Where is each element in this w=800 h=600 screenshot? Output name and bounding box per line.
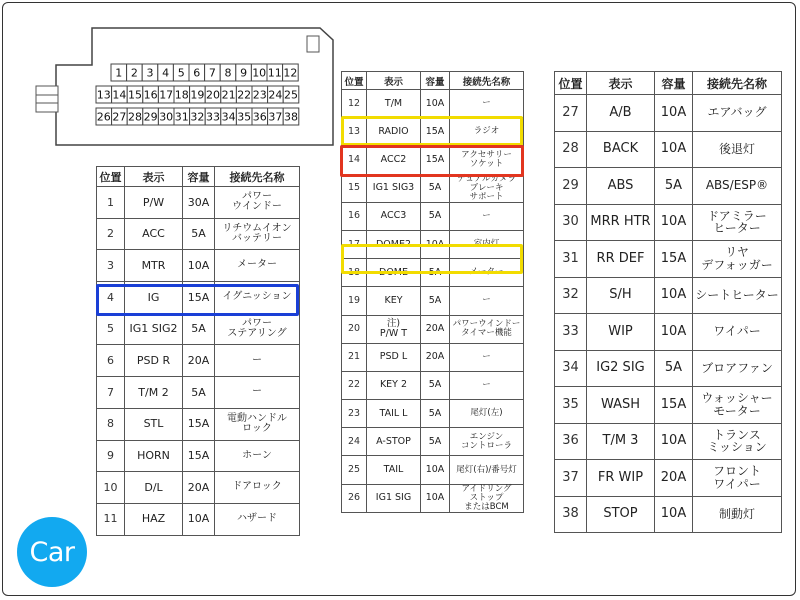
capacity-cell: 20A: [421, 315, 450, 343]
capacity-cell: 5A: [421, 259, 450, 287]
fuse-row: [555, 314, 782, 351]
capacity-cell: 10A: [183, 503, 215, 535]
fuse-row: [97, 282, 300, 314]
pos-cell: 17: [342, 230, 367, 258]
pos-cell: 8: [97, 408, 125, 440]
fuse-slot-label: 29: [143, 110, 158, 124]
circuit-name-cell: アクセサリー ソケット: [450, 146, 524, 174]
fuse-slot-label: 33: [206, 110, 220, 124]
fuse-slot-label: 8: [224, 66, 232, 80]
label-cell: BACK: [587, 131, 655, 168]
fuse-row: [97, 377, 300, 409]
capacity-cell: 5A: [183, 313, 215, 345]
capacity-cell: 20A: [655, 460, 693, 497]
label-cell: IG1 SIG2: [125, 313, 183, 345]
pos-cell: 13: [342, 118, 367, 146]
label-cell: IG: [125, 282, 183, 314]
capacity-cell: 15A: [183, 408, 215, 440]
label-cell: MRR HTR: [587, 204, 655, 241]
pos-cell: 32: [555, 277, 587, 314]
fuse-slot-label: 18: [174, 88, 189, 102]
fuse-row: [97, 313, 300, 345]
label-cell: TAIL: [367, 456, 421, 484]
pos-cell: 20: [342, 315, 367, 343]
fuse-row: [342, 259, 524, 287]
fuse-row: [97, 440, 300, 472]
circuit-name-cell: トランス ミッション: [693, 423, 782, 460]
fuse-slot-label: 36: [252, 110, 267, 124]
fuse-row: [342, 343, 524, 371]
capacity-cell: 20A: [183, 472, 215, 504]
label-cell: IG1 SIG3: [367, 174, 421, 202]
label-cell: FR WIP: [587, 460, 655, 497]
circuit-name-cell: ー: [450, 371, 524, 399]
capacity-cell: 5A: [421, 371, 450, 399]
fuse-slot-label: 30: [159, 110, 174, 124]
label-cell: RADIO: [367, 118, 421, 146]
fuse-cells: [96, 64, 299, 125]
pos-cell: 38: [555, 496, 587, 533]
label-cell: P/W: [125, 187, 183, 219]
capacity-cell: 15A: [421, 118, 450, 146]
circuit-name-cell: 尾灯(右)/番号灯: [450, 456, 524, 484]
fuse-row: [555, 387, 782, 424]
table-header: [97, 167, 300, 187]
fuse-slot-label: 4: [162, 66, 170, 80]
pos-cell: 22: [342, 371, 367, 399]
capacity-cell: 5A: [421, 202, 450, 230]
fuse-row: [342, 428, 524, 456]
fuse-slot-label: 38: [284, 110, 298, 124]
fuse-row: [342, 315, 524, 343]
fuse-slot-label: 31: [174, 110, 189, 124]
fuse-row: [555, 423, 782, 460]
fuse-slot-label: 35: [237, 110, 252, 124]
label-cell: DOME2: [367, 230, 421, 258]
fuse-slot-label: 6: [193, 66, 201, 80]
fuse-row: [555, 496, 782, 533]
fuse-row: [555, 95, 782, 132]
circuit-name-cell: エンジン コントローラ: [450, 428, 524, 456]
label-cell: RR DEF: [587, 241, 655, 278]
fuse-row: [97, 408, 300, 440]
label-cell: T/M: [367, 90, 421, 118]
capacity-cell: 10A: [655, 277, 693, 314]
capacity-cell: 10A: [655, 496, 693, 533]
header-pos: 位置: [97, 167, 125, 187]
header-name: 接続先名称: [450, 72, 524, 90]
table-header: [555, 72, 782, 95]
header-name: 接続先名称: [693, 72, 782, 95]
pos-cell: 37: [555, 460, 587, 497]
fuse-slot-label: 13: [96, 88, 111, 102]
fuse-row: [342, 202, 524, 230]
label-cell: PSD L: [367, 343, 421, 371]
pos-cell: 31: [555, 241, 587, 278]
label-cell: T/M 3: [587, 423, 655, 460]
capacity-cell: 30A: [183, 187, 215, 219]
label-cell: A-STOP: [367, 428, 421, 456]
circuit-name-cell: ー: [450, 90, 524, 118]
fuse-slot-label: 23: [252, 88, 267, 102]
label-cell: A/B: [587, 95, 655, 132]
header-pos: 位置: [555, 72, 587, 95]
pos-cell: 29: [555, 168, 587, 205]
header-cap: 容量: [183, 167, 215, 187]
label-cell: HAZ: [125, 503, 183, 535]
circuit-name-cell: フロント ワイパー: [693, 460, 782, 497]
fuse-slot-label: 14: [112, 88, 127, 102]
fuse-slot-label: 5: [177, 66, 185, 80]
capacity-cell: 5A: [421, 400, 450, 428]
fuse-row: [97, 187, 300, 219]
circuit-name-cell: ブロアファン: [693, 350, 782, 387]
capacity-cell: 10A: [655, 95, 693, 132]
label-cell: T/M 2: [125, 377, 183, 409]
pos-cell: 19: [342, 287, 367, 315]
pos-cell: 14: [342, 146, 367, 174]
label-cell: PSD R: [125, 345, 183, 377]
fuse-slot-label: 7: [208, 66, 216, 80]
label-cell: WASH: [587, 387, 655, 424]
capacity-cell: 5A: [421, 428, 450, 456]
capacity-cell: 20A: [183, 345, 215, 377]
fuse-slot-label: 22: [237, 88, 252, 102]
pos-cell: 1: [97, 187, 125, 219]
pos-cell: 16: [342, 202, 367, 230]
capacity-cell: 5A: [183, 218, 215, 250]
header-label: 表示: [587, 72, 655, 95]
car-logo: [17, 517, 87, 587]
pos-cell: 18: [342, 259, 367, 287]
fuse-slot-label: 21: [221, 88, 236, 102]
circuit-name-cell: ー: [450, 343, 524, 371]
pos-cell: 24: [342, 428, 367, 456]
pos-cell: 2: [97, 218, 125, 250]
fuse-slot-label: 27: [112, 110, 127, 124]
label-cell: ABS: [587, 168, 655, 205]
pos-cell: 35: [555, 387, 587, 424]
pos-cell: 25: [342, 456, 367, 484]
fuse-slot-label: 1: [115, 66, 123, 80]
fuse-row: [555, 460, 782, 497]
pos-cell: 34: [555, 350, 587, 387]
fuse-slot-label: 37: [268, 110, 283, 124]
fuse-slot-label: 32: [190, 110, 205, 124]
circuit-name-cell: ラジオ: [450, 118, 524, 146]
pos-cell: 4: [97, 282, 125, 314]
fuse-row: [342, 118, 524, 146]
capacity-cell: 20A: [421, 343, 450, 371]
fuse-row: [97, 503, 300, 535]
circuit-name-cell: ー: [450, 202, 524, 230]
circuit-name-cell: パワー ウインドー: [215, 187, 300, 219]
capacity-cell: 5A: [655, 350, 693, 387]
fuse-box-diagram: [0, 0, 340, 160]
fuse-table-2: [341, 71, 524, 513]
pos-cell: 5: [97, 313, 125, 345]
pos-cell: 33: [555, 314, 587, 351]
fuse-slot-label: 15: [128, 88, 142, 102]
circuit-name-cell: ABS/ESP®: [693, 168, 782, 205]
capacity-cell: 10A: [421, 484, 450, 512]
label-cell: KEY 2: [367, 371, 421, 399]
fuse-slot-label: 11: [267, 66, 282, 80]
fuse-row: [97, 472, 300, 504]
fuse-slot-label: 19: [190, 88, 205, 102]
circuit-name-cell: メーター: [215, 250, 300, 282]
circuit-name-cell: リヤ デフォッガー: [693, 241, 782, 278]
fuse-slot-label: 24: [268, 88, 283, 102]
fuse-slot-label: 3: [146, 66, 154, 80]
capacity-cell: 10A: [655, 131, 693, 168]
circuit-name-cell: イグニッション: [215, 282, 300, 314]
circuit-name-cell: ー: [215, 377, 300, 409]
fuse-slot-label: 12: [283, 66, 298, 80]
header-pos: 位置: [342, 72, 367, 90]
circuit-name-cell: パワー ステアリング: [215, 313, 300, 345]
pos-cell: 6: [97, 345, 125, 377]
label-cell: ACC3: [367, 202, 421, 230]
fuse-row: [555, 241, 782, 278]
circuit-name-cell: ー: [215, 345, 300, 377]
fuse-row: [342, 456, 524, 484]
fuse-row: [342, 287, 524, 315]
capacity-cell: 10A: [183, 250, 215, 282]
capacity-cell: 5A: [183, 377, 215, 409]
capacity-cell: 10A: [655, 423, 693, 460]
fuse-row: [555, 168, 782, 205]
capacity-cell: 10A: [655, 204, 693, 241]
pos-cell: 23: [342, 400, 367, 428]
fuse-row: [555, 131, 782, 168]
fuse-row: [342, 371, 524, 399]
fuse-slot-label: 25: [284, 88, 298, 102]
header-cap: 容量: [421, 72, 450, 90]
label-cell: MTR: [125, 250, 183, 282]
fuse-slot-label: 2: [130, 66, 138, 80]
header-cap: 容量: [655, 72, 693, 95]
fuse-slot-label: 26: [96, 110, 111, 124]
fuse-row: [555, 204, 782, 241]
fuse-slot-label: 10: [252, 66, 267, 80]
label-cell: WIP: [587, 314, 655, 351]
label-cell: HORN: [125, 440, 183, 472]
fuse-slot-label: 20: [206, 88, 220, 102]
label-cell: IG1 SIG: [367, 484, 421, 512]
fuse-table-3: [554, 71, 782, 533]
fuse-row: [97, 250, 300, 282]
circuit-name-cell: ドアロック: [215, 472, 300, 504]
fuse-slot-label: 9: [240, 66, 248, 80]
fuse-row: [555, 277, 782, 314]
fuse-row: [342, 174, 524, 202]
pos-cell: 21: [342, 343, 367, 371]
circuit-name-cell: 制動灯: [693, 496, 782, 533]
capacity-cell: 10A: [655, 314, 693, 351]
label-cell: STL: [125, 408, 183, 440]
label-cell: D/L: [125, 472, 183, 504]
circuit-name-cell: シートヒーター: [693, 277, 782, 314]
capacity-cell: 5A: [421, 174, 450, 202]
capacity-cell: 15A: [183, 282, 215, 314]
fuse-table-1: [96, 166, 300, 536]
fuse-slot-label: 28: [128, 110, 142, 124]
fuse-row: [342, 400, 524, 428]
capacity-cell: 15A: [655, 241, 693, 278]
pos-cell: 26: [342, 484, 367, 512]
header-name: 接続先名称: [215, 167, 300, 187]
circuit-name-cell: ウォッシャー モーター: [693, 387, 782, 424]
label-cell: S/H: [587, 277, 655, 314]
pos-cell: 15: [342, 174, 367, 202]
pos-cell: 10: [97, 472, 125, 504]
pos-cell: 27: [555, 95, 587, 132]
label-cell: DOME: [367, 259, 421, 287]
circuit-name-cell: デュアルカメラ ブレーキ サポート: [450, 174, 524, 202]
fuse-slot-label: 16: [143, 88, 158, 102]
capacity-cell: 5A: [655, 168, 693, 205]
label-cell: TAIL L: [367, 400, 421, 428]
label-cell: STOP: [587, 496, 655, 533]
pos-cell: 12: [342, 90, 367, 118]
pos-cell: 36: [555, 423, 587, 460]
label-cell: KEY: [367, 287, 421, 315]
circuit-name-cell: 電動ハンドル ロック: [215, 408, 300, 440]
fuse-slot-label: 34: [221, 110, 236, 124]
fuse-row: [342, 90, 524, 118]
circuit-name-cell: ー: [450, 287, 524, 315]
circuit-name-cell: 尾灯(左): [450, 400, 524, 428]
capacity-cell: 15A: [421, 146, 450, 174]
fuse-row: [342, 146, 524, 174]
label-cell: ACC: [125, 218, 183, 250]
fuse-slot-label: 17: [159, 88, 174, 102]
capacity-cell: 10A: [421, 456, 450, 484]
circuit-name-cell: リチウムイオン バッテリー: [215, 218, 300, 250]
circuit-name-cell: エアバッグ: [693, 95, 782, 132]
pos-cell: 30: [555, 204, 587, 241]
capacity-cell: 15A: [655, 387, 693, 424]
pos-cell: 7: [97, 377, 125, 409]
capacity-cell: 10A: [421, 90, 450, 118]
capacity-cell: 10A: [421, 230, 450, 258]
pos-cell: 9: [97, 440, 125, 472]
pos-cell: 3: [97, 250, 125, 282]
label-cell: IG2 SIG: [587, 350, 655, 387]
circuit-name-cell: ワイパー: [693, 314, 782, 351]
fuse-row: [342, 484, 524, 512]
capacity-cell: 5A: [421, 287, 450, 315]
circuit-name-cell: 室内灯: [450, 230, 524, 258]
fuse-row: [342, 230, 524, 258]
fuse-row: [97, 218, 300, 250]
header-label: 表示: [125, 167, 183, 187]
circuit-name-cell: パワーウインドー タイマー機能: [450, 315, 524, 343]
circuit-name-cell: アイドリング ストップ またはBCM: [450, 484, 524, 512]
circuit-name-cell: ドアミラー ヒーター: [693, 204, 782, 241]
label-cell: ACC2: [367, 146, 421, 174]
logo-text: Car: [29, 536, 75, 568]
table-header: [342, 72, 524, 90]
circuit-name-cell: ホーン: [215, 440, 300, 472]
pos-cell: 11: [97, 503, 125, 535]
label-cell: 注) P/W T: [367, 315, 421, 343]
header-label: 表示: [367, 72, 421, 90]
fuse-row: [97, 345, 300, 377]
pos-cell: 28: [555, 131, 587, 168]
circuit-name-cell: ハザード: [215, 503, 300, 535]
capacity-cell: 15A: [183, 440, 215, 472]
fuse-row: [555, 350, 782, 387]
circuit-name-cell: メーター: [450, 259, 524, 287]
circuit-name-cell: 後退灯: [693, 131, 782, 168]
